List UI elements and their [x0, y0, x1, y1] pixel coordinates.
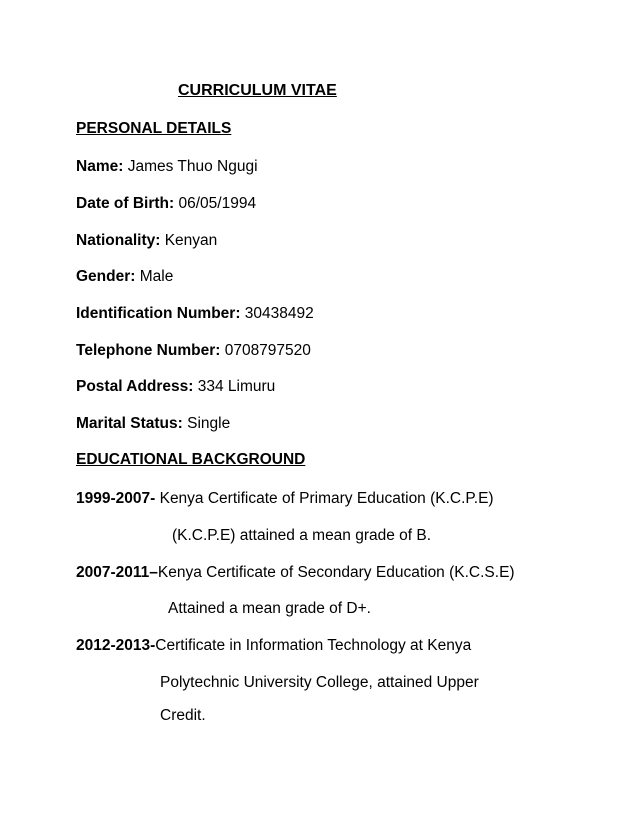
education-entry-2-line2: Attained a mean grade of D+. [168, 600, 371, 617]
education-entry-3-text: Certificate in Information Technology at Kenya [155, 637, 472, 654]
phone-label: Telephone Number: [76, 342, 221, 359]
marital-row [76, 414, 230, 434]
education-entry-3-years: 2012-2013- [76, 637, 156, 654]
education-entry-1-years: 1999-2007- [76, 490, 156, 507]
education-entry-3-line3: Credit. [160, 707, 206, 724]
education-entry-1-line2: (K.C.P.E) attained a mean grade of B. [172, 527, 432, 544]
id-value: 30438492 [244, 305, 314, 322]
postal-row [76, 377, 275, 397]
marital-label: Marital Status: [76, 415, 183, 432]
dob-value: 06/05/1994 [178, 195, 257, 212]
education-entry-2-text: Kenya Certificate of Secondary Education (K.C.S.E) [157, 564, 515, 581]
id-label: Identification Number: [76, 305, 241, 322]
gender-label: Gender: [76, 268, 136, 285]
document-title: CURRICULUM VITAE [178, 82, 337, 99]
gender-value: Male [139, 268, 174, 285]
education-entry-1-text: Kenya Certificate of Primary Education (K.C.P.E) [155, 490, 494, 507]
education-entry-1-line1 [76, 489, 494, 509]
postal-value: 334 Limuru [197, 378, 276, 395]
name-row [76, 157, 258, 177]
marital-value: Single [187, 415, 231, 432]
postal-label: Postal Address: [76, 378, 194, 395]
nationality-label: Nationality: [76, 232, 161, 249]
education-heading: EDUCATIONAL BACKGROUND [76, 451, 306, 468]
id-row [76, 304, 314, 324]
nationality-value: Kenyan [164, 232, 218, 249]
phone-value: 0708797520 [224, 342, 311, 359]
education-entry-2-years: 2007-2011– [76, 564, 158, 581]
name-label: Name: [76, 158, 124, 175]
nationality-row [76, 231, 217, 251]
education-entry-2-line1 [76, 563, 515, 583]
education-entry-3-line1 [76, 636, 471, 656]
personal-details-heading: PERSONAL DETAILS [76, 120, 232, 137]
education-entry-3-line2: Polytechnic University College, attained Upper [160, 674, 479, 691]
name-value: James Thuo Ngugi [127, 158, 258, 175]
dob-label: Date of Birth: [76, 195, 175, 212]
phone-row [76, 341, 311, 361]
dob-row [76, 194, 256, 214]
gender-row [76, 267, 173, 287]
